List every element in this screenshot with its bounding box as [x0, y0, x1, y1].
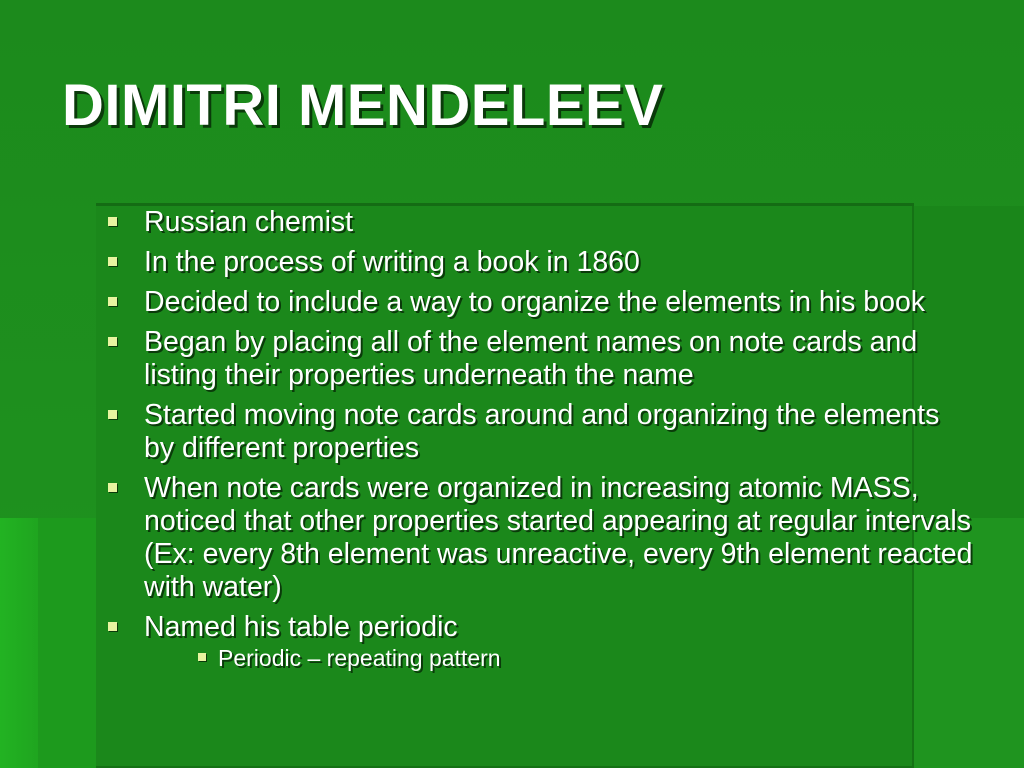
sub-bullet-text: Periodic – repeating pattern	[218, 645, 501, 671]
bullet-text: In the process of writing a book in 1860	[144, 246, 640, 278]
bullet-item	[104, 206, 974, 239]
square-bullet-icon	[198, 653, 206, 661]
square-bullet-icon	[108, 337, 117, 346]
bullet-text: Began by placing all of the element names on note cards and listing their properties underneath the name	[144, 326, 918, 391]
bullet-text: When note cards were organized in increasing atomic MASS, noticed that other properties started appearing at regular intervals (Ex: every 8th element was unreactive, every 9th element reacted with water)	[144, 472, 973, 603]
bullet-item	[104, 286, 974, 319]
bullet-item	[104, 326, 974, 392]
decorative-band-left-inner	[38, 518, 96, 768]
bullet-text: Started moving note cards around and organizing the elements by different properties	[144, 399, 940, 464]
bullet-text: Named his table periodic	[144, 611, 458, 643]
square-bullet-icon	[108, 622, 117, 631]
square-bullet-icon	[108, 483, 117, 492]
bullet-list	[104, 206, 974, 679]
slide-title: DIMITRI MENDELEEV	[62, 73, 664, 138]
decorative-band-left	[0, 518, 38, 768]
square-bullet-icon	[108, 297, 117, 306]
sub-bullet-list	[144, 644, 974, 672]
square-bullet-icon	[108, 257, 117, 266]
square-bullet-icon	[108, 217, 117, 226]
square-bullet-icon	[108, 410, 117, 419]
bullet-item	[104, 246, 974, 279]
bullet-item	[104, 611, 974, 672]
bullet-item	[104, 472, 974, 604]
bullet-text: Decided to include a way to organize the elements in his book	[144, 286, 926, 318]
bullet-item	[104, 399, 974, 465]
bullet-text: Russian chemist	[144, 206, 354, 238]
sub-bullet-item	[188, 644, 974, 672]
